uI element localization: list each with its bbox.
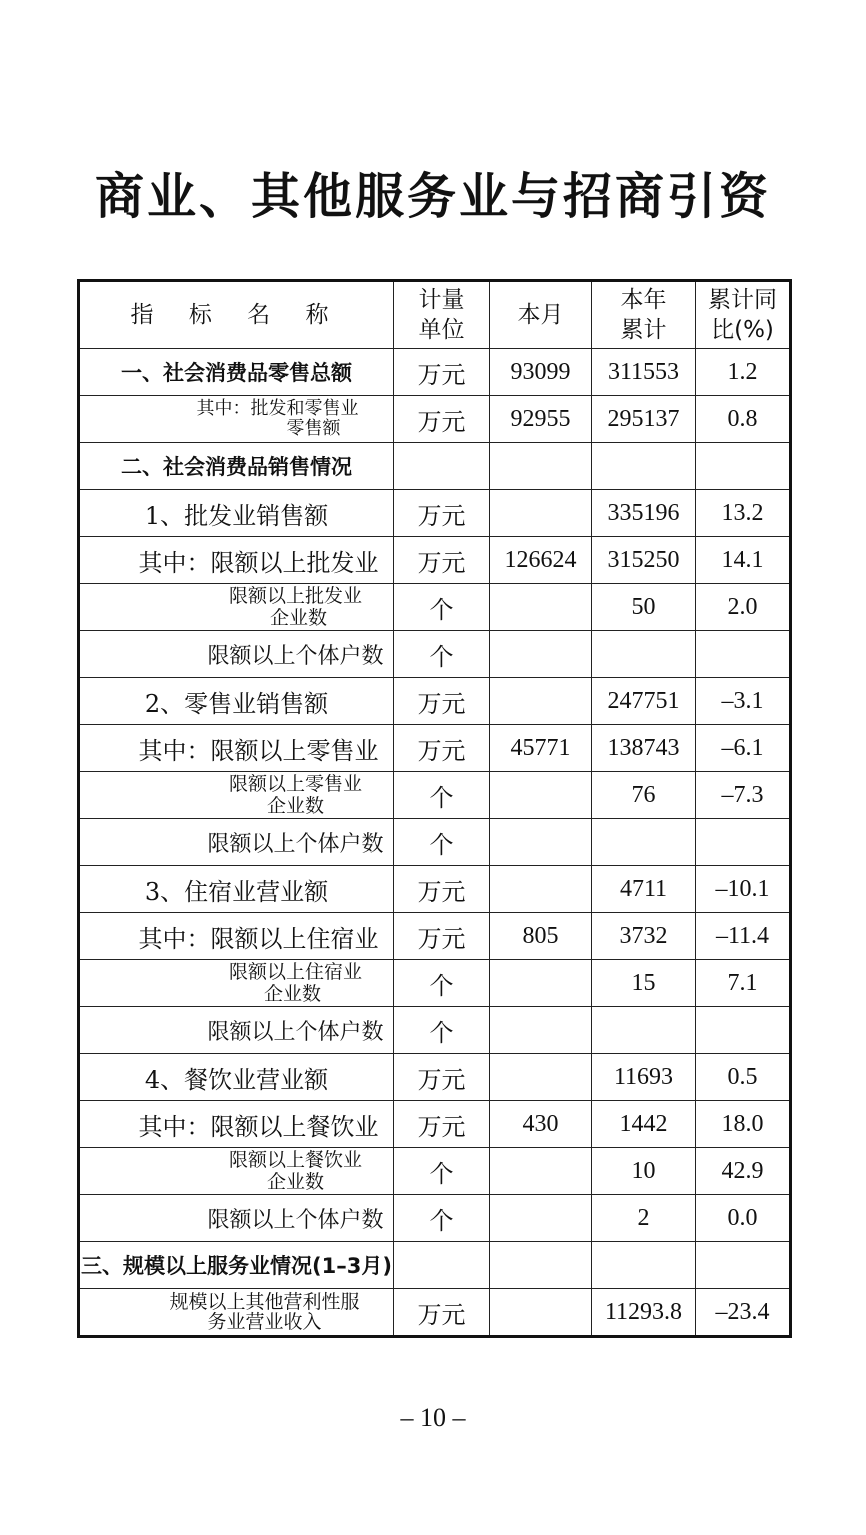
row-cumulative	[592, 1007, 696, 1054]
row-month	[490, 1289, 592, 1337]
table-row	[79, 1242, 791, 1289]
row-name: 3、住宿业营业额	[79, 866, 394, 913]
row-name: 其中：限额以上住宿业	[79, 913, 394, 960]
row-yoy: 0.8	[696, 396, 791, 443]
table-row	[79, 396, 791, 443]
row-unit: 万元	[394, 678, 490, 725]
table-row	[79, 537, 791, 584]
row-month	[490, 819, 592, 866]
row-yoy: –7.3	[696, 772, 791, 819]
table-header-row	[79, 281, 791, 349]
row-name: 一、社会消费品零售总额	[79, 349, 394, 396]
row-yoy	[696, 1007, 791, 1054]
row-yoy	[696, 631, 791, 678]
row-name: 限额以上个体户数	[79, 1007, 394, 1054]
row-name: 限额以上批发业 企业数	[79, 584, 394, 631]
row-month	[490, 1148, 592, 1195]
row-month	[490, 678, 592, 725]
row-name: 1、批发业销售额	[79, 490, 394, 537]
row-month	[490, 1007, 592, 1054]
row-cumulative: 2	[592, 1195, 696, 1242]
row-month	[490, 1242, 592, 1289]
row-unit: 个	[394, 819, 490, 866]
row-name: 限额以上餐饮业 企业数	[79, 1148, 394, 1195]
table-row	[79, 819, 791, 866]
table-row	[79, 584, 791, 631]
row-unit: 万元	[394, 725, 490, 772]
row-cumulative	[592, 1242, 696, 1289]
row-unit: 万元	[394, 396, 490, 443]
row-cumulative: 1442	[592, 1101, 696, 1148]
row-name: 其中：限额以上零售业	[79, 725, 394, 772]
header-cumulative: 本年 累计	[592, 281, 696, 349]
table-row	[79, 1289, 791, 1337]
row-name: 其中：批发和零售业 零售额	[79, 396, 394, 443]
row-name: 限额以上个体户数	[79, 1195, 394, 1242]
table-row	[79, 1101, 791, 1148]
row-month: 45771	[490, 725, 592, 772]
row-cumulative: 335196	[592, 490, 696, 537]
row-name: 其中：限额以上餐饮业	[79, 1101, 394, 1148]
row-unit: 个	[394, 772, 490, 819]
row-unit: 万元	[394, 1289, 490, 1337]
row-unit: 个	[394, 584, 490, 631]
row-name: 规模以上其他营利性服 务业营业收入	[79, 1289, 394, 1337]
row-yoy: 13.2	[696, 490, 791, 537]
table-row	[79, 678, 791, 725]
row-yoy	[696, 1242, 791, 1289]
row-cumulative	[592, 443, 696, 490]
row-unit: 个	[394, 960, 490, 1007]
table-row	[79, 1054, 791, 1101]
row-month	[490, 866, 592, 913]
row-unit: 万元	[394, 490, 490, 537]
page-title: 商业、其他服务业与招商引资	[94, 167, 771, 225]
row-cumulative	[592, 631, 696, 678]
table-row	[79, 772, 791, 819]
row-yoy: 7.1	[696, 960, 791, 1007]
row-yoy: 0.0	[696, 1195, 791, 1242]
statistics-table	[77, 279, 792, 1338]
row-unit: 万元	[394, 866, 490, 913]
row-yoy	[696, 819, 791, 866]
row-month	[490, 1195, 592, 1242]
row-cumulative: 138743	[592, 725, 696, 772]
row-yoy: –23.4	[696, 1289, 791, 1337]
row-month	[490, 443, 592, 490]
row-month	[490, 772, 592, 819]
row-cumulative: 3732	[592, 913, 696, 960]
table-row	[79, 443, 791, 490]
row-unit: 个	[394, 1007, 490, 1054]
row-name: 其中：限额以上批发业	[79, 537, 394, 584]
header-unit: 计量 单位	[394, 281, 490, 349]
row-cumulative: 247751	[592, 678, 696, 725]
row-yoy	[696, 443, 791, 490]
row-name: 三、规模以上服务业情况(1–3月)	[79, 1242, 394, 1289]
table-row	[79, 725, 791, 772]
row-yoy: 1.2	[696, 349, 791, 396]
row-month: 430	[490, 1101, 592, 1148]
row-month	[490, 960, 592, 1007]
row-yoy: 14.1	[696, 537, 791, 584]
row-cumulative: 4711	[592, 866, 696, 913]
row-yoy: 42.9	[696, 1148, 791, 1195]
row-cumulative: 315250	[592, 537, 696, 584]
row-name: 4、餐饮业营业额	[79, 1054, 394, 1101]
table-row	[79, 913, 791, 960]
header-indicator-name: 指 标 名 称	[79, 281, 394, 349]
table-row	[79, 631, 791, 678]
table-row	[79, 490, 791, 537]
row-name: 限额以上个体户数	[79, 819, 394, 866]
row-month: 92955	[490, 396, 592, 443]
row-name: 限额以上住宿业 企业数	[79, 960, 394, 1007]
row-cumulative: 15	[592, 960, 696, 1007]
row-month: 93099	[490, 349, 592, 396]
row-month	[490, 490, 592, 537]
row-unit: 万元	[394, 537, 490, 584]
table-row	[79, 1007, 791, 1054]
row-unit	[394, 1242, 490, 1289]
row-month: 805	[490, 913, 592, 960]
header-yoy: 累计同 比(%)	[696, 281, 791, 349]
row-cumulative: 76	[592, 772, 696, 819]
row-yoy: –11.4	[696, 913, 791, 960]
row-unit: 万元	[394, 1101, 490, 1148]
row-month	[490, 584, 592, 631]
row-unit: 个	[394, 1148, 490, 1195]
row-name: 限额以上零售业 企业数	[79, 772, 394, 819]
row-cumulative: 10	[592, 1148, 696, 1195]
row-name: 2、零售业销售额	[79, 678, 394, 725]
row-month	[490, 1054, 592, 1101]
row-unit: 个	[394, 631, 490, 678]
row-cumulative: 295137	[592, 396, 696, 443]
row-cumulative: 11693	[592, 1054, 696, 1101]
table-row	[79, 866, 791, 913]
table-row	[79, 1148, 791, 1195]
row-yoy: 2.0	[696, 584, 791, 631]
row-cumulative: 11293.8	[592, 1289, 696, 1337]
row-yoy: –6.1	[696, 725, 791, 772]
row-yoy: –3.1	[696, 678, 791, 725]
header-month: 本月	[490, 281, 592, 349]
table-row	[79, 960, 791, 1007]
page-number: – 10 –	[400, 1403, 466, 1432]
row-cumulative	[592, 819, 696, 866]
row-month	[490, 631, 592, 678]
row-month: 126624	[490, 537, 592, 584]
row-name: 限额以上个体户数	[79, 631, 394, 678]
table-row	[79, 1195, 791, 1242]
row-name: 二、社会消费品销售情况	[79, 443, 394, 490]
row-unit: 个	[394, 1195, 490, 1242]
table-row	[79, 349, 791, 396]
row-unit	[394, 443, 490, 490]
row-yoy: –10.1	[696, 866, 791, 913]
row-unit: 万元	[394, 913, 490, 960]
row-unit: 万元	[394, 1054, 490, 1101]
row-unit: 万元	[394, 349, 490, 396]
row-cumulative: 50	[592, 584, 696, 631]
row-yoy: 0.5	[696, 1054, 791, 1101]
row-yoy: 18.0	[696, 1101, 791, 1148]
row-cumulative: 311553	[592, 349, 696, 396]
